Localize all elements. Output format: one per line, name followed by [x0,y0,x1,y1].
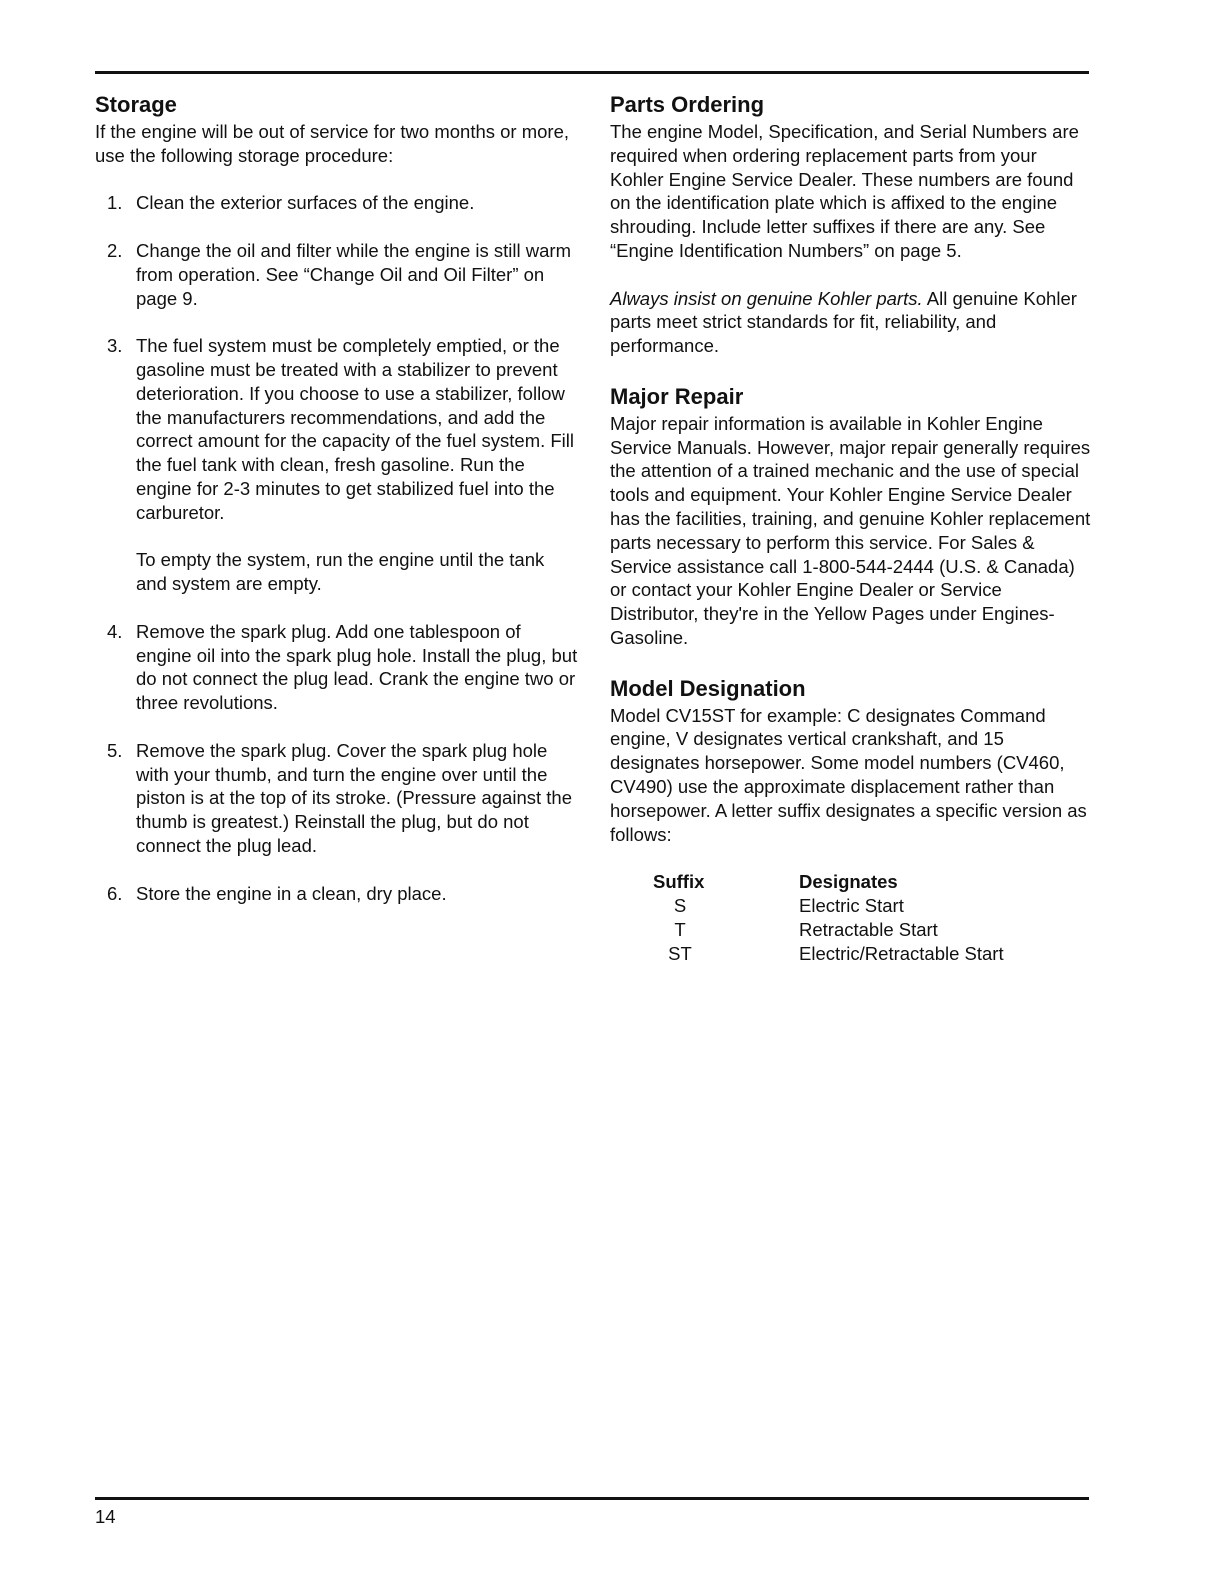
parts-ordering-para2 [610,287,1095,358]
step-number: 5. [107,739,123,761]
step-number: 3. [107,335,123,357]
list-item [95,239,580,310]
right-column [610,90,1095,989]
list-item [95,620,580,715]
bottom-rule [95,1497,1089,1500]
top-rule [95,71,1089,74]
step-number: 4. [107,620,123,642]
suffix-table [653,870,1004,965]
step-text: The fuel system must be completely emptied, or the gasoline must be treated with a stabilizer to prevent deterioration. If you choose to use a stabilizer, follow the manufacturers recommendations, and add the correct amount for the capacity of the fuel system. Fill the fuel tank with clean, fresh gasoline. Run the engine for 2-3 minutes to get stabilized fuel into the carburetor. [136,335,575,523]
designates-cell: Electric Start [799,894,904,916]
parts-ordering-heading: Parts Ordering [610,92,765,117]
model-designation-heading: Model Designation [610,675,806,701]
designates-cell: Retractable Start [799,918,938,940]
storage-heading: Storage [95,92,177,117]
step-text: Clean the exterior surfaces of the engine. [136,192,475,214]
parts-ordering-section [610,90,1095,358]
storage-section [95,90,580,168]
major-repair-section [610,382,1095,650]
table-row [653,894,1004,918]
page-number: 14 [95,1506,116,1527]
list-item [95,882,580,906]
step-number: 2. [107,239,123,261]
step-text: Change the oil and filter while the engine is still warm from operation. See “Change Oil and Oil Filter” on page 9. [136,239,571,309]
step-text: Store the engine in a clean, dry place. [136,882,447,904]
suffix-cell: S [673,894,687,916]
storage-steps [95,191,580,905]
major-repair-text: Major repair information is available in Kohler Engine Service Manuals. However, major repair generally requires the attention of a trained mechanic and the use of special tools and equipment. Your Kohler Engine Service Dealer has the facilities, training, and genuine Kohler replacement parts necessary to perform this service. For Sales & Service assistance call 1-800-544-2444 (U.S. & Canada) or contact your Kohler Engine Dealer or Service Distributor, they're in the Yellow Pages under Engines-Gasoline. [610,412,1091,648]
suffix-cell: ST [668,942,692,964]
step-subtext: To empty the system, run the engine until the tank and system are empty. [136,549,545,595]
model-designation-section [610,674,1095,966]
table-row [653,918,1004,942]
list-item [95,739,580,858]
step-number: 6. [107,882,123,904]
genuine-parts-emphasis: Always insist on genuine Kohler parts. [610,287,923,309]
suffix-column-header: Suffix [653,871,705,893]
step-text: Remove the spark plug. Cover the spark plug hole with your thumb, and turn the engine over until the piston is at the top of its stroke. (Pressure against the thumb is greatest.) Reinstall the plug, but do not connect the plug lead. [136,739,572,856]
designates-cell: Electric/Retractable Start [799,942,1004,964]
storage-intro: If the engine will be out of service for two months or more, use the following storage procedure: [95,121,570,166]
model-designation-text: Model CV15ST for example: C designates Command engine, V designates vertical crankshaft, and 15 designates horsepower. Some model numbers (CV460, CV490) use the approximate displacement rather than horsepower. A letter suffix designates a specific version as follows: [610,704,1087,845]
parts-ordering-para1: The engine Model, Specification, and Serial Numbers are required when ordering replacement parts from your Kohler Engine Service Dealer. These numbers are found on the identification plate which is affixed to the engine shrouding. Include letter suffixes if there are any. See “Engine Identification Numbers” on page 5. [610,121,1079,261]
list-item [95,191,580,215]
parts-ordering-para2-rest: All genuine Kohler parts meet strict standards for fit, reliability, and performance. [610,287,1077,357]
suffix-cell: T [674,918,686,940]
step-text: Remove the spark plug. Add one tablespoon of engine oil into the spark plug hole. Install the plug, but do not connect the plug lead. Crank the engine two or three revolutions. [136,620,578,714]
designates-column-header: Designates [799,871,898,893]
major-repair-heading: Major Repair [610,383,744,409]
step-number: 1. [107,192,123,214]
table-row [653,942,1004,966]
list-item [95,334,580,596]
left-column [95,90,580,929]
